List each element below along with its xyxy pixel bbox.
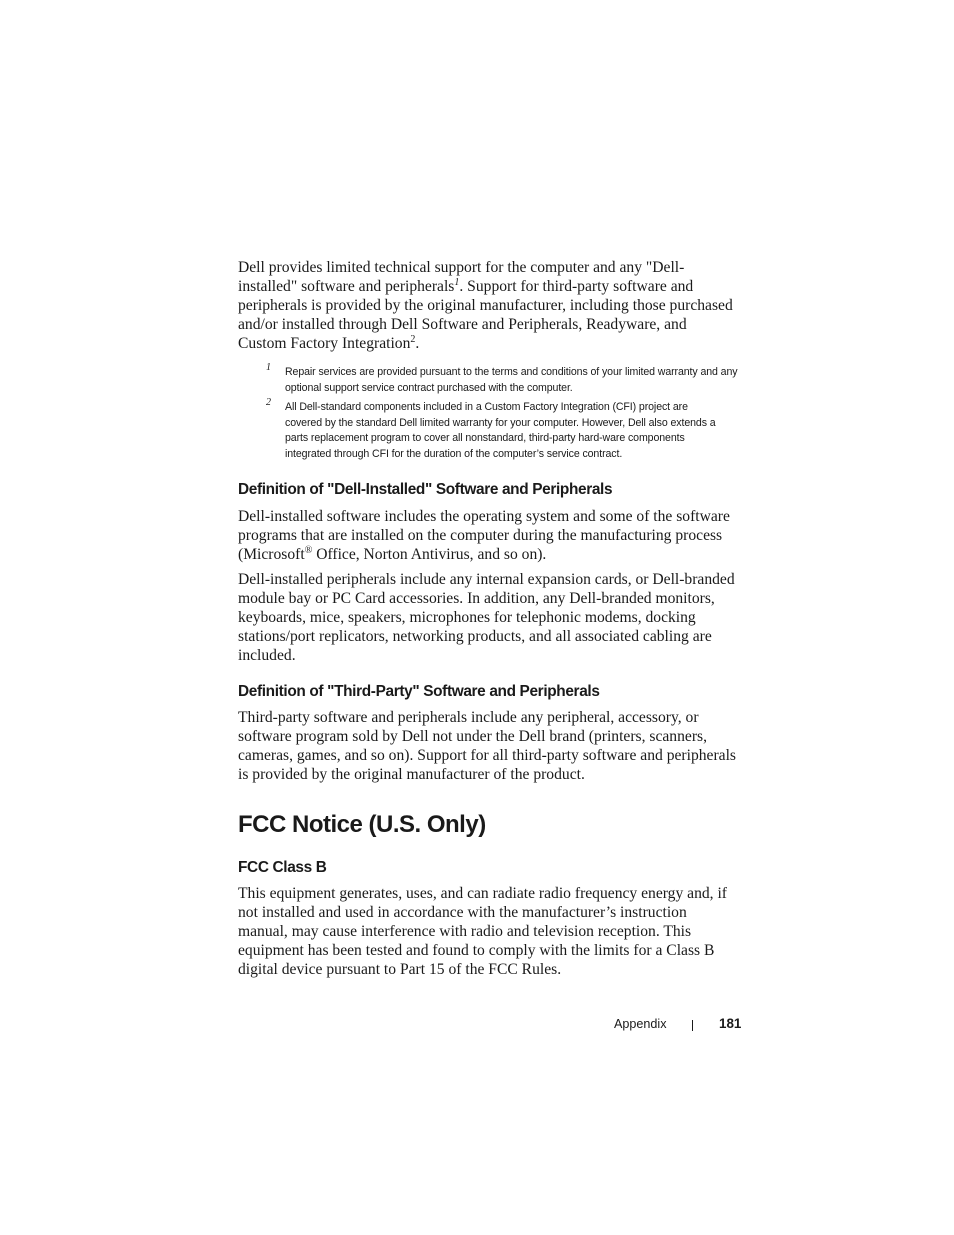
footer-section-label: Appendix (614, 1017, 667, 1031)
intro-text-end: . (415, 335, 420, 352)
dell-installed-heading: Definition of "Dell-Installed" Software and Peripherals (238, 480, 613, 498)
footnote-2 (238, 397, 738, 462)
page-number: 181 (719, 1016, 742, 1031)
intro-paragraph (238, 258, 738, 353)
paragraph-text-cont: Office, Norton Antivirus, and so on). (312, 545, 547, 563)
intro-text: Dell provides limited technical support for the computer and any "Dell-installed" software and peripherals (238, 259, 685, 295)
page-footer (0, 1015, 954, 1035)
page-content (238, 258, 738, 979)
fcc-class-b-heading: FCC Class B (238, 858, 327, 876)
fcc-class-b-paragraph: This equipment generates, uses, and can radiate radio frequency energy and, if not installed and used in accordance with the manufacturer’s instruction manual, may cause interference with radio and television reception. This equipment has been tested and found to comply with the limits for a Class B digital device pursuant to Part 15 of the FCC Rules. (238, 884, 727, 978)
footnote-ref-1: 1 (454, 277, 460, 288)
footer-divider (692, 1020, 693, 1031)
dell-installed-peripherals-paragraph: Dell-installed peripherals include any internal expansion cards, or Dell-branded module bay or PC Card accessories. In addition, any Dell-branded monitors, keyboards, mice, speakers, microphones for telephonic modems, docking stations/port replicators, networking products, and all associated cabling are included. (238, 570, 735, 664)
footnote-number: 1 (266, 362, 271, 373)
footnote-1 (238, 362, 738, 396)
paragraph-text: Dell-installed software includes the operating system and some of the software programs that are installed on the computer during the manufacturing process (Microsoft (238, 507, 730, 563)
third-party-paragraph: Third-party software and peripherals include any peripheral, accessory, or software program sold by Dell not under the Dell brand (printers, scanners, cameras, games, and so on). Support for all third-party software and peripherals is provided by the original manufacturer of the product. (238, 708, 736, 783)
footnote-text: Repair services are provided pursuant to the terms and conditions of your limited warranty and any optional support service contract purchased with the computer. (285, 366, 738, 394)
intro-text-cont: . Support for third-party software and peripherals is provided by the original manufacturer, including those purchased and/or installed through Dell Software and Peripherals, Readyware, and Custom Factory Integration (238, 278, 733, 352)
third-party-heading: Definition of "Third-Party" Software and Peripherals (238, 682, 600, 700)
footnote-ref-2: 2 (410, 334, 416, 345)
footnote-text: All Dell-standard components included in a Custom Factory Integration (CFI) project are covered by the standard Dell limited warranty for your computer. However, Dell also extends a parts replacement program to cover all nonstandard, third-party hard-ware components integrated through CFI for the duration of the computer’s service contract. (285, 401, 716, 460)
fcc-notice-title: FCC Notice (U.S. Only) (238, 810, 486, 838)
dell-installed-software-paragraph (238, 507, 738, 564)
footnote-number: 2 (266, 397, 271, 409)
registered-mark: ® (304, 544, 313, 556)
